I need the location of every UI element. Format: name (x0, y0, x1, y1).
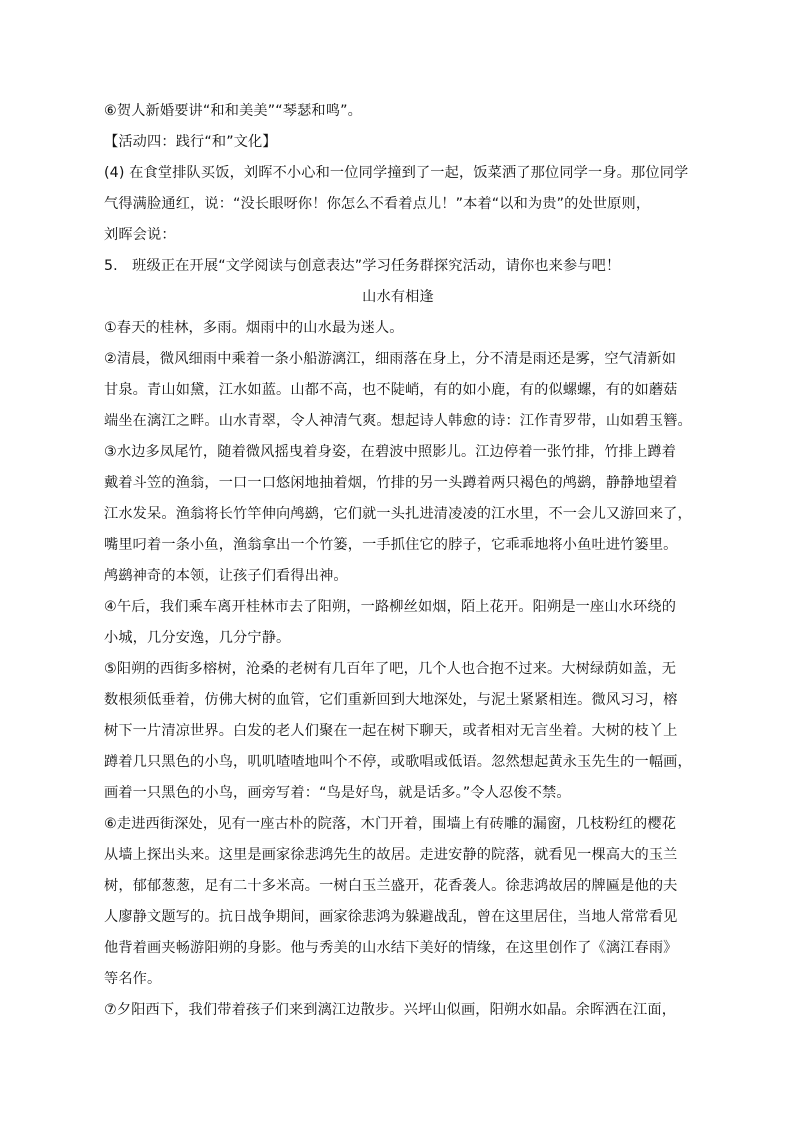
text-line: 从墙上探出头来。这里是画家徐悲鸿先生的故居。走进安静的院落，就看见一棵高大的玉兰 (104, 847, 678, 863)
text-line: (4) 在食堂排队买饭，刘晖不小心和一位同学撞到了一起，饭菜洒了那位同学一身。那位同学 (104, 165, 689, 181)
text-line: ②清晨，微风细雨中乘着一条小船游漓江，细雨落在身上，分不清是雨还是雾，空气清新如 (104, 351, 677, 367)
text-line: 鸬鹚神奇的本领，让孩子们看得出神。 (104, 568, 348, 584)
text-line: ③水边多凤尾竹，随着微风摇曳着身姿，在碧波中照影儿。江边停着一张竹排，竹排上蹲着 (104, 444, 677, 460)
text-line: 人廖静文题写的。抗日战争期间，画家徐悲鸿为躲避战乱，曾在这里居住，当地人常常看见 (104, 909, 678, 925)
text-line: ⑦夕阳西下，我们带着孩子们来到漓江边散步。兴坪山似画，阳朔水如晶。余晖洒在江面， (104, 1002, 677, 1018)
text-line: 画着一只黑色的小鸟，画旁写着：“鸟是好鸟，就是话多。”令人忍俊不禁。 (104, 785, 571, 801)
text-line: 数根须低垂着，仿佛大树的血管，它们重新回到大地深处，与泥土紧紧相连。微风习习，榕 (104, 692, 678, 708)
text-line: 江水发呆。渔翁将长竹竿伸向鸬鹚，它们就一头扎进清凌凌的江水里，不一会儿又游回来了， (104, 506, 692, 522)
text-line: 他背着画夹畅游阳朔的身影。他与秀美的山水结下美好的情缘，在这里创作了《漓江春雨》 (104, 940, 678, 956)
text-line: 小城，几分安逸，几分宁静。 (104, 630, 291, 646)
text-line: 戴着斗笠的渔翁，一口一口悠闲地抽着烟，竹排的另一头蹲着两只褐色的鸬鹚，静静地望着 (104, 475, 678, 491)
text-line: 甘泉。青山如黛，江水如蓝。山都不高，也不陡峭，有的如小鹿，有的似螺螺，有的如蘑菇 (104, 382, 678, 398)
text-line: ①春天的桂林，多雨。烟雨中的山水最为迷人。 (104, 320, 404, 336)
text-line: 嘴里叼着一条小鱼，渔翁拿出一个竹篓，一手抓住它的脖子，它乖乖地将小鱼吐进竹篓里。 (104, 537, 678, 553)
text-line: ④午后，我们乘车离开桂林市去了阳朔，一路柳丝如烟，陌上花开。阳朔是一座山水环绕的 (104, 599, 677, 615)
text-line: ⑤阳朔的西街多榕树，沧桑的老树有几百年了吧，几个人也合抱不过来。大树绿荫如盖，无 (104, 661, 677, 677)
text-line: ⑥走进西街深处，见有一座古朴的院落，木门开着，围墙上有砖雕的漏窗，几枝粉红的樱花 (104, 816, 677, 832)
text-line: 5. 班级正在开展“文学阅读与创意表达”学习任务群探究活动，请你也来参与吧！ (104, 258, 621, 274)
text-line: ⑥贺人新婚要讲“和和美美”“琴瑟和鸣”。 (104, 103, 362, 119)
text-line: 树，郁郁葱葱，足有二十多米高。一树白玉兰盛开，花香袭人。徐悲鸿故居的牌匾是他的夫 (104, 878, 678, 894)
text-line: 树下一片清凉世界。白发的老人们聚在一起在树下聊天，或者相对无言坐着。大树的枝丫上 (104, 723, 678, 739)
text-line: 蹲着几只黑色的小鸟，叽叽喳喳地叫个不停，或歌唱或低语。忽然想起黄永玉先生的一幅画， (104, 754, 692, 770)
text-line: 等名作。 (104, 971, 162, 987)
text-line: 刘晖会说： (104, 227, 176, 243)
text-line: 气得满脸通红，说：“没长眼呀你！你怎么不看着点儿！”本着“以和为贵”的处世原则， (104, 196, 651, 212)
text-line: 端坐在漓江之畔。山水青翠，令人神清气爽。想起诗人韩愈的诗：江作青罗带，山如碧玉簪。 (104, 413, 692, 429)
document-page (104, 96, 692, 1026)
text-line: 【活动四：践行“和”文化】 (104, 134, 277, 150)
article-title: 山水有相逢 (362, 289, 434, 305)
